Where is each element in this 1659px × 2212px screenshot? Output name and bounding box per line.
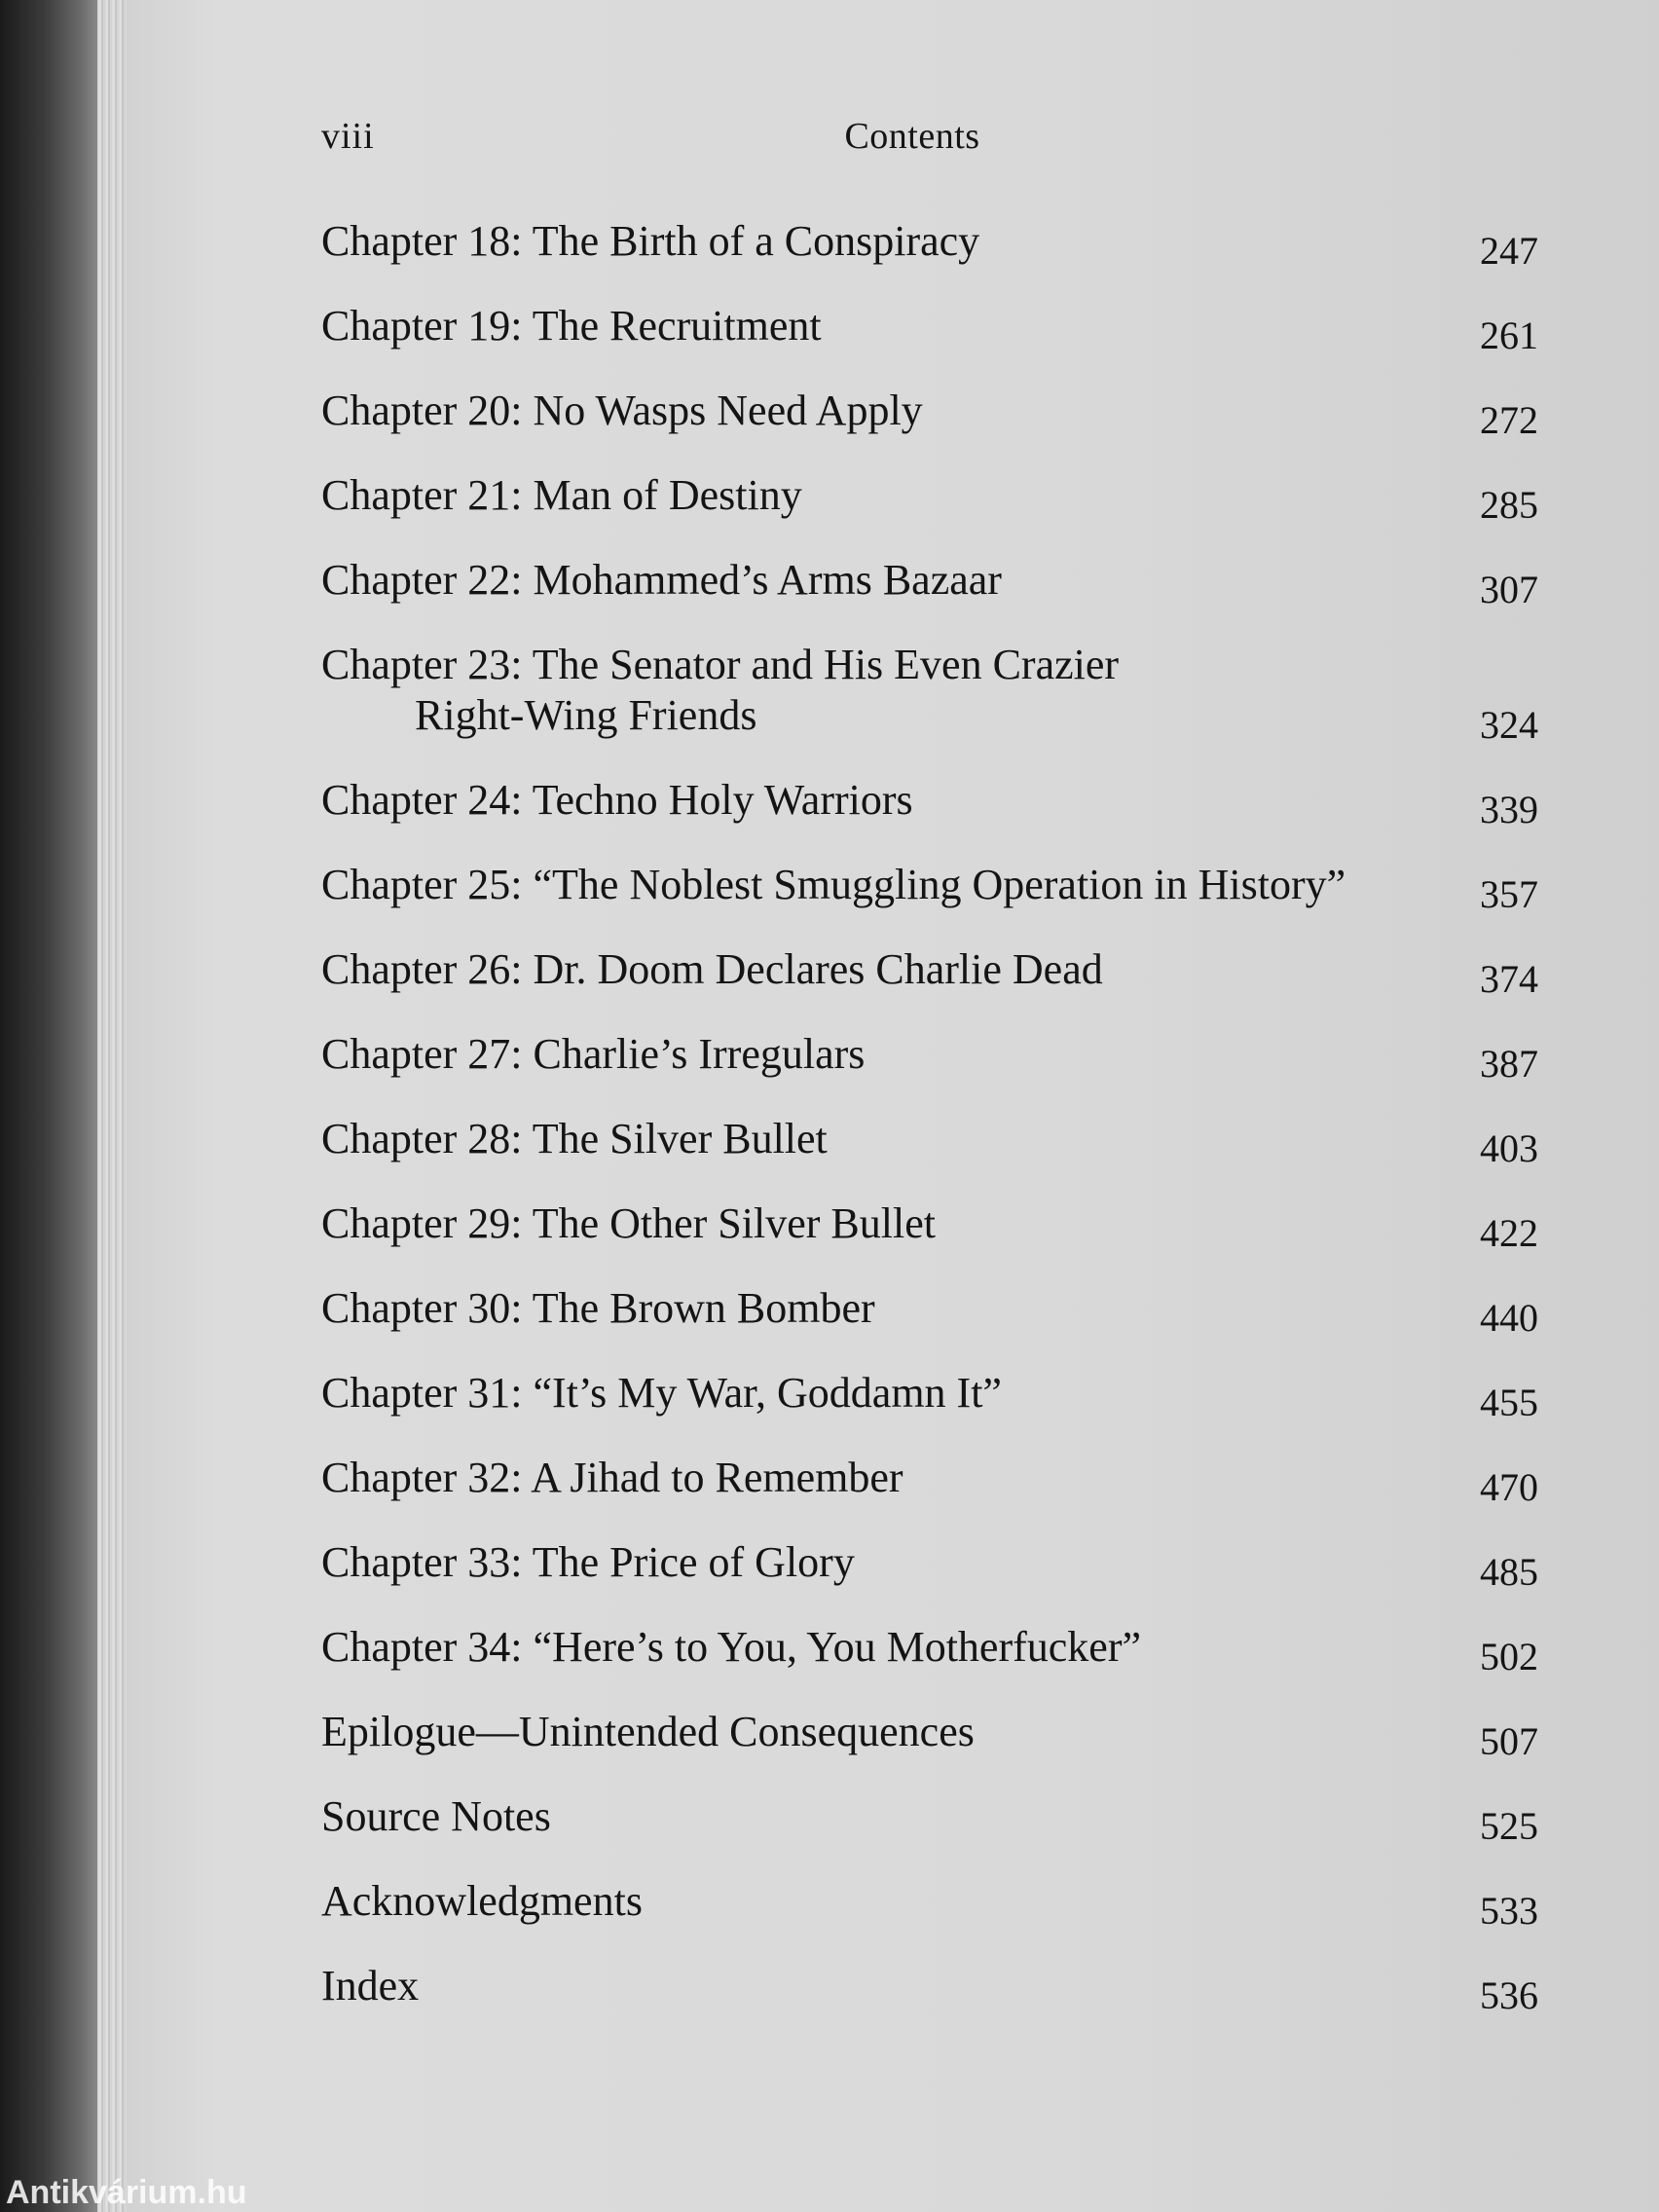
toc-entry-title: Chapter 24: Techno Holy Warriors <box>321 776 913 824</box>
toc-entry-page: 485 <box>1480 1550 1538 1594</box>
toc-entry <box>321 640 1538 747</box>
toc-entry-page: 247 <box>1480 229 1538 273</box>
toc-entry <box>321 944 1538 1001</box>
toc-entry-title: Acknowledgments <box>321 1877 643 1925</box>
toc-entry-page: 387 <box>1480 1042 1538 1086</box>
toc-entry <box>321 1029 1538 1086</box>
toc-entry-title: Chapter 26: Dr. Doom Declares Charlie Dead <box>321 945 1103 993</box>
toc-entry <box>321 386 1538 442</box>
toc-entry-page: 324 <box>1480 703 1538 747</box>
book-spine-shadow <box>0 0 107 2212</box>
toc-entry <box>321 1453 1538 1509</box>
toc-entry-title: Chapter 27: Charlie’s Irregulars <box>321 1030 866 1078</box>
toc-entry-title: Chapter 23: The Senator and His Even Crazier <box>321 641 1120 688</box>
toc-entry-page: 502 <box>1480 1635 1538 1678</box>
toc-entry-title: Chapter 21: Man of Destiny <box>321 471 802 519</box>
toc-entry-page: 525 <box>1480 1804 1538 1848</box>
toc-entry <box>321 1114 1538 1170</box>
toc-entry-page: 261 <box>1480 313 1538 357</box>
toc-entry <box>321 860 1538 916</box>
toc-entry-page: 374 <box>1480 957 1538 1001</box>
toc-entry-title: Chapter 33: The Price of Glory <box>321 1538 855 1586</box>
page-number: viii <box>321 116 375 157</box>
toc-entry-page: 470 <box>1480 1465 1538 1509</box>
running-head: Contents <box>844 116 980 157</box>
toc-entry-title: Chapter 32: A Jihad to Remember <box>321 1454 903 1501</box>
watermark: Antikvárium.hu <box>6 2174 247 2211</box>
toc-entry-title: Index <box>321 1962 420 2009</box>
toc-entry-page: 422 <box>1480 1211 1538 1255</box>
toc-entry <box>321 1707 1538 1763</box>
toc-entry-title: Source Notes <box>321 1792 551 1840</box>
toc-entry <box>321 301 1538 357</box>
toc-entry-title: Chapter 31: “It’s My War, Goddamn It” <box>321 1369 1002 1417</box>
toc-entry-page: 440 <box>1480 1296 1538 1340</box>
toc-entry <box>321 1876 1538 1933</box>
toc-entry-title: Chapter 20: No Wasps Need Apply <box>321 387 923 434</box>
toc-entry-title: Epilogue—Unintended Consequences <box>321 1708 975 1755</box>
book-page <box>127 0 1659 2212</box>
toc-entry-page: 339 <box>1480 788 1538 831</box>
toc-entry <box>321 1198 1538 1255</box>
toc-entry-title: Chapter 29: The Other Silver Bullet <box>321 1199 936 1247</box>
toc-entry-page: 272 <box>1480 398 1538 442</box>
toc-entry-title: Chapter 18: The Birth of a Conspiracy <box>321 217 980 265</box>
toc-entry <box>321 1368 1538 1424</box>
toc-entry-title: Chapter 22: Mohammed’s Arms Bazaar <box>321 556 1002 604</box>
toc-entry-page: 357 <box>1480 872 1538 916</box>
toc-entry-page: 533 <box>1480 1889 1538 1933</box>
toc-entry-title: Chapter 28: The Silver Bullet <box>321 1115 828 1162</box>
toc-entry-page: 403 <box>1480 1126 1538 1170</box>
table-of-contents <box>321 216 1538 2017</box>
toc-entry <box>321 1622 1538 1678</box>
toc-entry <box>321 775 1538 831</box>
toc-entry-title: Chapter 34: “Here’s to You, You Motherfucker” <box>321 1623 1141 1671</box>
toc-entry <box>321 216 1538 273</box>
toc-entry-title: Chapter 30: The Brown Bomber <box>321 1284 875 1332</box>
toc-entry-page: 307 <box>1480 568 1538 611</box>
toc-entry <box>321 1961 1538 2017</box>
toc-entry-title: Chapter 19: The Recruitment <box>321 302 822 350</box>
toc-entry <box>321 555 1538 611</box>
toc-entry-title-continued: Right-Wing Friends <box>415 691 757 739</box>
toc-entry-title: Chapter 25: “The Noblest Smuggling Operation in History” <box>321 861 1346 908</box>
toc-entry <box>321 1537 1538 1594</box>
toc-entry-page: 285 <box>1480 483 1538 527</box>
toc-entry <box>321 1283 1538 1340</box>
toc-entry <box>321 1791 1538 1848</box>
toc-entry-page: 536 <box>1480 1973 1538 2017</box>
toc-entry <box>321 470 1538 527</box>
toc-entry-page: 455 <box>1480 1381 1538 1424</box>
page-header <box>321 115 1503 164</box>
toc-entry-page: 507 <box>1480 1719 1538 1763</box>
